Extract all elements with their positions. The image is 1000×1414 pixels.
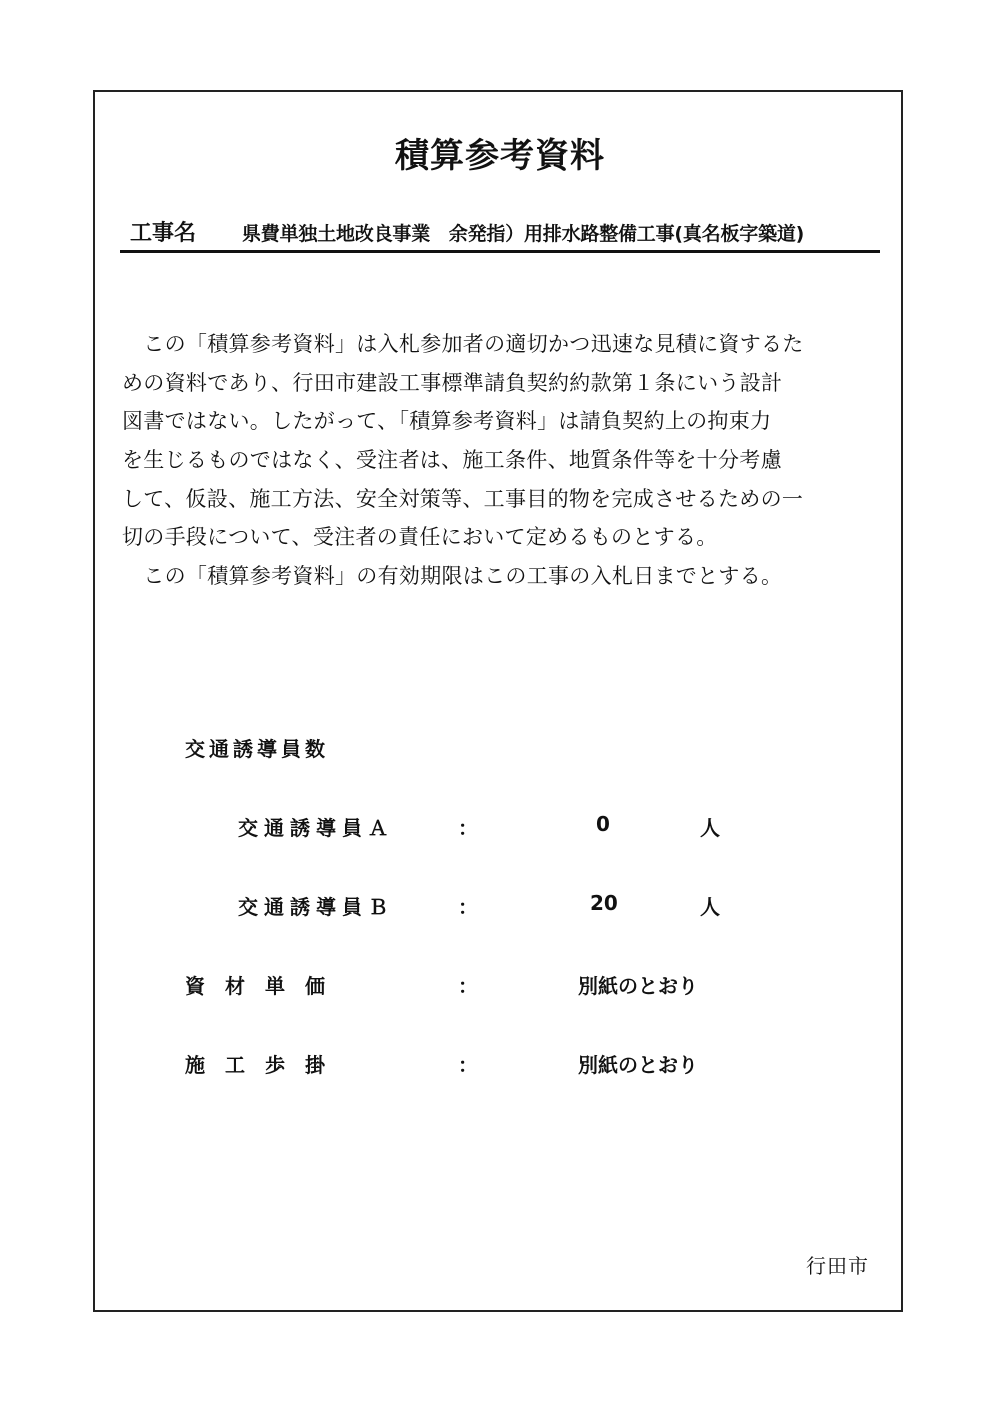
document-title: 積算参考資料 <box>395 136 605 176</box>
construction-rate-row <box>0 1049 1000 1079</box>
notice-line: 図書ではない。したがって、「積算参考資料」は請負契約上の拘束力 <box>122 409 772 434</box>
traffic-guard-b-colon: ： <box>458 895 478 919</box>
traffic-guard-a-unit: 人 <box>700 816 720 840</box>
traffic-guard-a-colon: ： <box>458 816 478 840</box>
work-name-label: 工事名 <box>130 221 197 246</box>
construction-rate-colon: ： <box>458 1053 478 1077</box>
material-price-value: 別紙のとおり <box>578 974 698 998</box>
traffic-guard-heading: 交通誘導員数 <box>185 737 329 761</box>
notice-line: この「積算参考資料」の有効期限はこの工事の入札日までとする。 <box>122 564 783 589</box>
construction-rate-label: 施工歩掛 <box>185 1053 345 1077</box>
document-frame <box>93 90 903 1312</box>
traffic-guard-b-value: 20 <box>590 891 618 915</box>
material-price-row <box>0 970 1000 1000</box>
notice-line: めの資料であり、行田市建設工事標準請負契約約款第１条にいう設計 <box>122 370 783 395</box>
traffic-guard-a-label: 交通誘導員Ａ <box>238 816 394 840</box>
notice-line: して、仮設、施工方法、安全対策等、工事目的物を完成させるための一 <box>122 486 804 511</box>
notice-line: を生じるものではなく、受注者は、施工条件、地質条件等を十分考慮 <box>122 448 782 473</box>
issuer-name: 行田市 <box>806 1254 869 1278</box>
traffic-guard-b-label: 交通誘導員Ｂ <box>238 895 394 919</box>
traffic-guard-b-row <box>0 891 1000 921</box>
notice-paragraph <box>122 325 878 596</box>
work-name-value: 県費単独土地改良事業 余発指）用排水路整備工事(真名板字築道) <box>242 223 805 245</box>
material-price-label: 資材単価 <box>185 974 345 998</box>
traffic-guard-a-row <box>0 812 1000 842</box>
traffic-guard-a-value: 0 <box>596 812 610 836</box>
construction-rate-value: 別紙のとおり <box>578 1053 698 1077</box>
notice-line: この「積算参考資料」は入札参加者の適切かつ迅速な見積に資するた <box>122 332 804 356</box>
material-price-colon: ： <box>458 974 478 998</box>
notice-line: 切の手段について、受注者の責任において定めるものとする。 <box>122 525 718 550</box>
traffic-guard-b-unit: 人 <box>700 895 720 919</box>
work-name-row <box>120 216 880 253</box>
